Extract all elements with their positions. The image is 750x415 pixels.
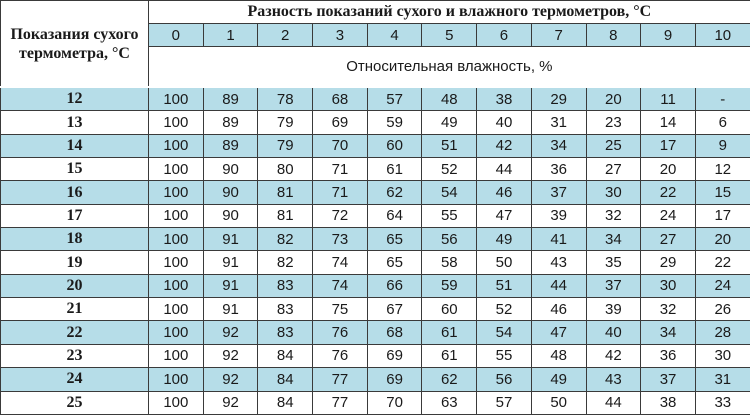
humidity-cell: 52	[422, 158, 477, 181]
difference-header-cell: 8	[586, 24, 641, 47]
humidity-cell: 82	[258, 228, 313, 251]
humidity-cell: 83	[258, 274, 313, 297]
humidity-cell: 32	[586, 204, 641, 227]
dry-temperature-cell: 23	[1, 344, 149, 367]
humidity-cell: 100	[149, 368, 204, 391]
humidity-cell: 17	[641, 134, 696, 157]
humidity-cell: 68	[367, 321, 422, 344]
dry-thermometer-header: Показания сухого термометра, °С	[1, 1, 149, 88]
humidity-cell: 11	[641, 87, 696, 111]
table-row	[1, 391, 750, 415]
table-row	[1, 87, 750, 111]
humidity-cell: 37	[531, 181, 586, 204]
humidity-cell: 65	[367, 228, 422, 251]
humidity-cell: 22	[695, 251, 750, 274]
humidity-cell: 56	[422, 228, 477, 251]
humidity-cell: 33	[695, 391, 750, 415]
humidity-cell: 69	[367, 368, 422, 391]
humidity-cell: 39	[531, 204, 586, 227]
difference-header-cell: 7	[531, 24, 586, 47]
humidity-cell: 36	[641, 344, 696, 367]
humidity-cell: 57	[367, 87, 422, 111]
humidity-cell: 60	[367, 134, 422, 157]
humidity-cell: 48	[531, 344, 586, 367]
humidity-cell: 41	[531, 228, 586, 251]
humidity-cell: 44	[531, 274, 586, 297]
humidity-cell: 12	[695, 158, 750, 181]
humidity-cell: 9	[695, 134, 750, 157]
humidity-cell: 39	[586, 298, 641, 321]
humidity-cell: 100	[149, 298, 204, 321]
humidity-cell: 24	[641, 204, 696, 227]
humidity-cell: 90	[203, 158, 258, 181]
dry-temperature-cell: 19	[1, 251, 149, 274]
table-row	[1, 251, 750, 274]
humidity-cell: 35	[586, 251, 641, 274]
humidity-cell: 46	[531, 298, 586, 321]
humidity-cell: 47	[477, 204, 532, 227]
humidity-cell: 52	[477, 298, 532, 321]
humidity-cell: 73	[313, 228, 368, 251]
humidity-cell: 78	[258, 87, 313, 111]
humidity-cell: 61	[422, 321, 477, 344]
humidity-cell: 30	[641, 274, 696, 297]
humidity-cell: 84	[258, 368, 313, 391]
difference-header-cell: 2	[258, 24, 313, 47]
humidity-cell: 90	[203, 204, 258, 227]
humidity-cell: 84	[258, 391, 313, 415]
humidity-cell: 69	[367, 344, 422, 367]
humidity-cell: 91	[203, 251, 258, 274]
humidity-cell: 40	[586, 321, 641, 344]
table-row	[1, 298, 750, 321]
humidity-cell: 72	[313, 204, 368, 227]
humidity-cell: 100	[149, 344, 204, 367]
humidity-cell: 89	[203, 111, 258, 134]
relative-humidity-header: Относительная влажность, %	[149, 47, 750, 88]
dry-temperature-cell: 22	[1, 321, 149, 344]
humidity-cell: 50	[477, 251, 532, 274]
table-row	[1, 321, 750, 344]
humidity-cell: 34	[531, 134, 586, 157]
humidity-cell: 67	[367, 298, 422, 321]
humidity-cell: 25	[586, 134, 641, 157]
humidity-cell: 55	[422, 204, 477, 227]
table-body	[1, 87, 750, 415]
dry-temperature-cell: 16	[1, 181, 149, 204]
humidity-cell: 91	[203, 228, 258, 251]
humidity-cell: 82	[258, 251, 313, 274]
humidity-cell: 44	[586, 391, 641, 415]
humidity-cell: 100	[149, 391, 204, 415]
humidity-cell: 23	[586, 111, 641, 134]
humidity-cell: 76	[313, 321, 368, 344]
dry-temperature-cell: 14	[1, 134, 149, 157]
humidity-cell: 20	[641, 158, 696, 181]
thermometer-difference-header: Разность показаний сухого и влажного термометров, °С	[149, 1, 750, 24]
table-row	[1, 274, 750, 297]
humidity-cell: 59	[367, 111, 422, 134]
humidity-cell: 57	[477, 391, 532, 415]
humidity-cell: 40	[477, 111, 532, 134]
humidity-cell: 100	[149, 321, 204, 344]
humidity-cell: 28	[695, 321, 750, 344]
humidity-cell: 54	[477, 321, 532, 344]
table-row	[1, 134, 750, 157]
humidity-cell: 69	[313, 111, 368, 134]
humidity-cell: 38	[477, 87, 532, 111]
table-row	[1, 111, 750, 134]
humidity-cell: 29	[641, 251, 696, 274]
humidity-cell: 70	[367, 391, 422, 415]
difference-header-cell: 10	[695, 24, 750, 47]
humidity-cell: 79	[258, 111, 313, 134]
humidity-cell: 49	[422, 111, 477, 134]
humidity-cell: 59	[422, 274, 477, 297]
dry-temperature-cell: 17	[1, 204, 149, 227]
humidity-cell: 100	[149, 134, 204, 157]
humidity-cell: 92	[203, 344, 258, 367]
difference-header-cell: 1	[203, 24, 258, 47]
humidity-cell: 50	[531, 391, 586, 415]
humidity-cell: 81	[258, 204, 313, 227]
humidity-cell: 15	[695, 181, 750, 204]
humidity-cell: 76	[313, 344, 368, 367]
humidity-cell: 81	[258, 181, 313, 204]
humidity-cell: 42	[586, 344, 641, 367]
humidity-cell: 79	[258, 134, 313, 157]
dry-temperature-cell: 21	[1, 298, 149, 321]
humidity-cell: 37	[641, 368, 696, 391]
humidity-cell: 51	[422, 134, 477, 157]
dry-temperature-cell: 12	[1, 87, 149, 111]
humidity-cell: 63	[422, 391, 477, 415]
humidity-cell: 32	[641, 298, 696, 321]
humidity-cell: 36	[531, 158, 586, 181]
humidity-cell: 26	[695, 298, 750, 321]
humidity-cell: 92	[203, 391, 258, 415]
table-row	[1, 204, 750, 227]
humidity-cell: 20	[586, 87, 641, 111]
difference-header-cell: 9	[641, 24, 696, 47]
table-row	[1, 181, 750, 204]
dry-temperature-cell: 20	[1, 274, 149, 297]
humidity-cell: 75	[313, 298, 368, 321]
humidity-cell: 91	[203, 274, 258, 297]
humidity-cell: 100	[149, 228, 204, 251]
humidity-cell: 100	[149, 111, 204, 134]
humidity-cell: 58	[422, 251, 477, 274]
difference-header-cell: 5	[422, 24, 477, 47]
humidity-cell: 77	[313, 391, 368, 415]
humidity-cell: 68	[313, 87, 368, 111]
humidity-cell: 38	[641, 391, 696, 415]
humidity-cell: 56	[477, 368, 532, 391]
humidity-cell: 20	[695, 228, 750, 251]
humidity-cell: 27	[586, 158, 641, 181]
humidity-cell: 80	[258, 158, 313, 181]
humidity-cell: 61	[367, 158, 422, 181]
humidity-cell: 44	[477, 158, 532, 181]
humidity-cell: -	[695, 87, 750, 111]
dry-temperature-cell: 24	[1, 368, 149, 391]
humidity-cell: 74	[313, 274, 368, 297]
humidity-cell: 17	[695, 204, 750, 227]
dry-temperature-cell: 13	[1, 111, 149, 134]
humidity-cell: 51	[477, 274, 532, 297]
humidity-cell: 64	[367, 204, 422, 227]
humidity-cell: 92	[203, 368, 258, 391]
humidity-cell: 70	[313, 134, 368, 157]
humidity-cell: 100	[149, 274, 204, 297]
difference-header-cell: 3	[313, 24, 368, 47]
table-row	[1, 228, 750, 251]
humidity-cell: 65	[367, 251, 422, 274]
humidity-cell: 89	[203, 87, 258, 111]
humidity-cell: 22	[641, 181, 696, 204]
humidity-cell: 34	[641, 321, 696, 344]
humidity-cell: 27	[641, 228, 696, 251]
humidity-cell: 83	[258, 321, 313, 344]
humidity-cell: 60	[422, 298, 477, 321]
dry-temperature-cell: 15	[1, 158, 149, 181]
dry-temperature-cell: 25	[1, 391, 149, 415]
humidity-cell: 6	[695, 111, 750, 134]
humidity-cell: 100	[149, 181, 204, 204]
humidity-cell: 62	[367, 181, 422, 204]
humidity-cell: 91	[203, 298, 258, 321]
humidity-cell: 31	[531, 111, 586, 134]
table-row	[1, 368, 750, 391]
humidity-cell: 29	[531, 87, 586, 111]
table-row	[1, 158, 750, 181]
humidity-cell: 31	[695, 368, 750, 391]
humidity-cell: 30	[695, 344, 750, 367]
difference-header-cell: 0	[149, 24, 204, 47]
humidity-cell: 100	[149, 251, 204, 274]
humidity-cell: 14	[641, 111, 696, 134]
difference-header-cell: 4	[367, 24, 422, 47]
table-row	[1, 344, 750, 367]
humidity-cell: 77	[313, 368, 368, 391]
humidity-cell: 90	[203, 181, 258, 204]
humidity-cell: 83	[258, 298, 313, 321]
humidity-cell: 89	[203, 134, 258, 157]
humidity-cell: 61	[422, 344, 477, 367]
humidity-cell: 71	[313, 181, 368, 204]
humidity-cell: 42	[477, 134, 532, 157]
humidity-cell: 74	[313, 251, 368, 274]
humidity-cell: 30	[586, 181, 641, 204]
humidity-cell: 55	[477, 344, 532, 367]
humidity-cell: 46	[477, 181, 532, 204]
humidity-cell: 100	[149, 204, 204, 227]
humidity-cell: 62	[422, 368, 477, 391]
humidity-cell: 24	[695, 274, 750, 297]
difference-header-cell: 6	[477, 24, 532, 47]
humidity-cell: 34	[586, 228, 641, 251]
humidity-cell: 84	[258, 344, 313, 367]
humidity-cell: 49	[531, 368, 586, 391]
humidity-cell: 49	[477, 228, 532, 251]
humidity-cell: 43	[586, 368, 641, 391]
humidity-cell: 43	[531, 251, 586, 274]
humidity-cell: 47	[531, 321, 586, 344]
humidity-cell: 100	[149, 87, 204, 111]
humidity-cell: 66	[367, 274, 422, 297]
humidity-cell: 92	[203, 321, 258, 344]
humidity-cell: 100	[149, 158, 204, 181]
humidity-cell: 48	[422, 87, 477, 111]
humidity-cell: 54	[422, 181, 477, 204]
dry-temperature-cell: 18	[1, 228, 149, 251]
humidity-cell: 37	[586, 274, 641, 297]
humidity-cell: 71	[313, 158, 368, 181]
